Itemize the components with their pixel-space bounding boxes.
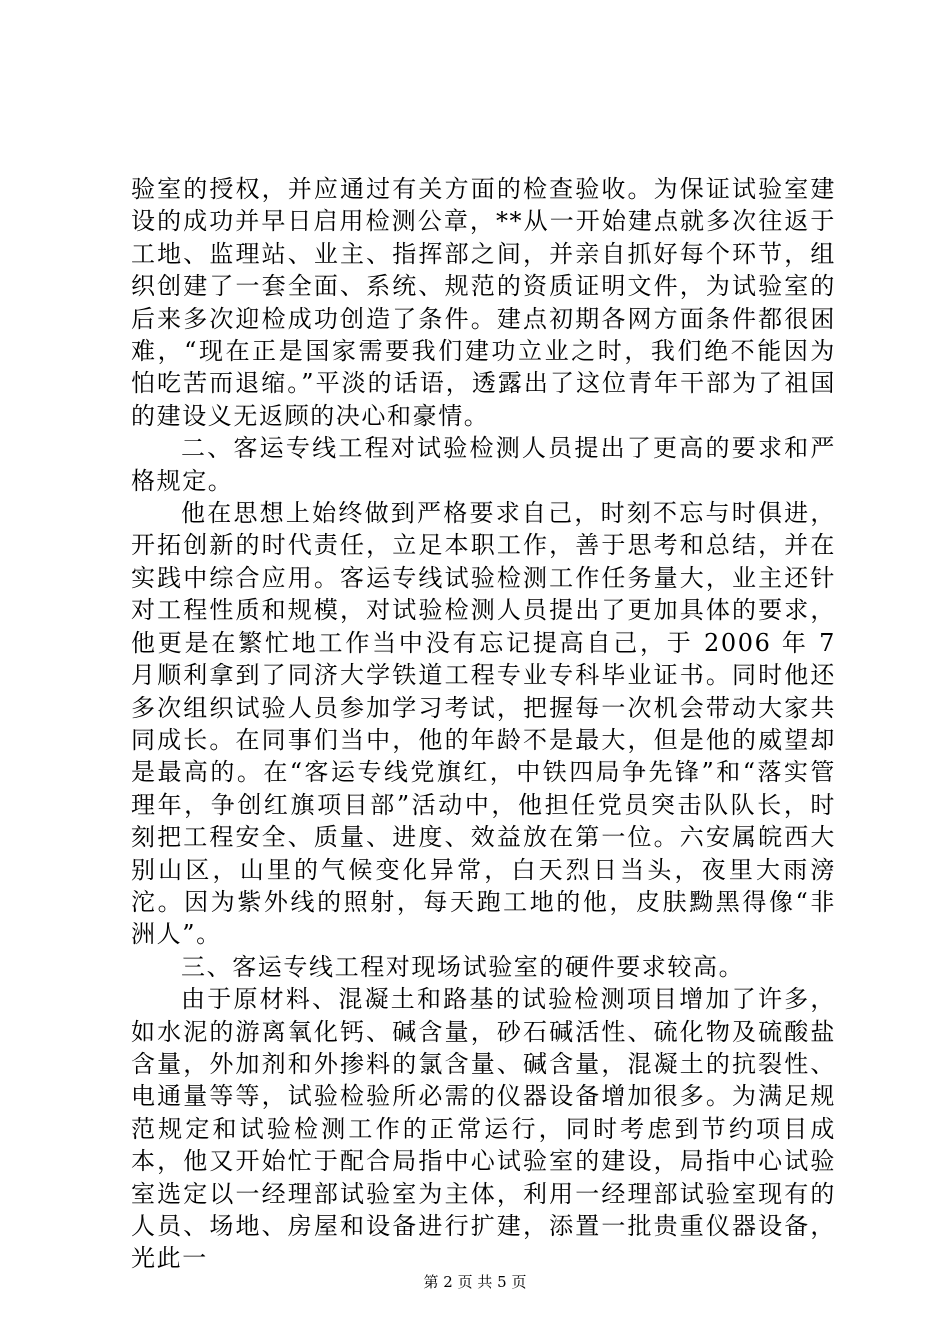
paragraph-continuation: 验室的授权，并应通过有关方面的检查验收。为保证试验室建设的成功并早日启用检测公章，**从一开始建点就多次往返于工地、监理站、业主、指挥部之间，并亲自抓好每个环节，组织创建了一套全面、系统、规范的资质证明文件，为试验室的后来多次迎检成功创造了条件。建点初期各网方面条件都很困难，“现在正是国家需要我们建功立业之时，我们绝不能因为怕吃苦而退缩。”平淡的话语，透露出了这位青年干部为了祖国的建设义无返顾的决心和豪情。 bbox=[131, 175, 836, 430]
document-body bbox=[131, 173, 836, 1275]
paragraph-section-3: 由于原材料、混凝土和路基的试验检测项目增加了许多，如水泥的游离氧化钙、碱含量，砂石碱活性、硫化物及硫酸盐含量，外加剂和外掺料的氯含量、碱含量，混凝土的抗裂性、电通量等等，试验检验所必需的仪器设备增加很多。为满足规范规定和试验检测工作的正常运行，同时考虑到节约项目成本，他又开始忙于配合局指中心试验室的建设，局指中心试验室选定以一经理部试验室为主体，利用一经理部试验室现有的人员、场地、房屋和设备进行扩建，添置一批贵重仪器设备，光此一 bbox=[131, 985, 836, 1273]
section-heading-2: 二、客运专线工程对试验检测人员提出了更高的要求和严格规定。 bbox=[131, 434, 836, 495]
paragraph-section-2: 他在思想上始终做到严格要求自己，时刻不忘与时俱进，开拓创新的时代责任，立足本职工作，善于思考和总结，并在实践中综合应用。客运专线试验检测工作任务量大，业主还针对工程性质和规模，对试验检测人员提出了更加具体的要求，他更是在繁忙地工作当中没有忘记提高自己，于 2006 年 7 月顺利拿到了同济大学铁道工程专业专科毕业证书。同时他还多次组织试验人员参加学习考试，把握每一次机会带动大家共同成长。在同事们当中，他的年龄不是最大，但是他的威望却是最高的。在“客运专线党旗红，中铁四局争先锋”和“落实管理年，争创红旗项目部”活动中，他担任党员突击队队长，时刻把工程安全、质量、进度、效益放在第一位。六安属皖西大别山区，山里的气候变化异常，白天烈日当头，夜里大雨滂沱。因为紫外线的照射，每天跑工地的他，皮肤黝黑得像“非洲人”。 bbox=[131, 499, 836, 949]
page-footer: 第 2 页 共 5 页 bbox=[423, 1273, 527, 1291]
section-heading-3: 三、客运专线工程对现场试验室的硬件要求较高。 bbox=[181, 952, 745, 981]
